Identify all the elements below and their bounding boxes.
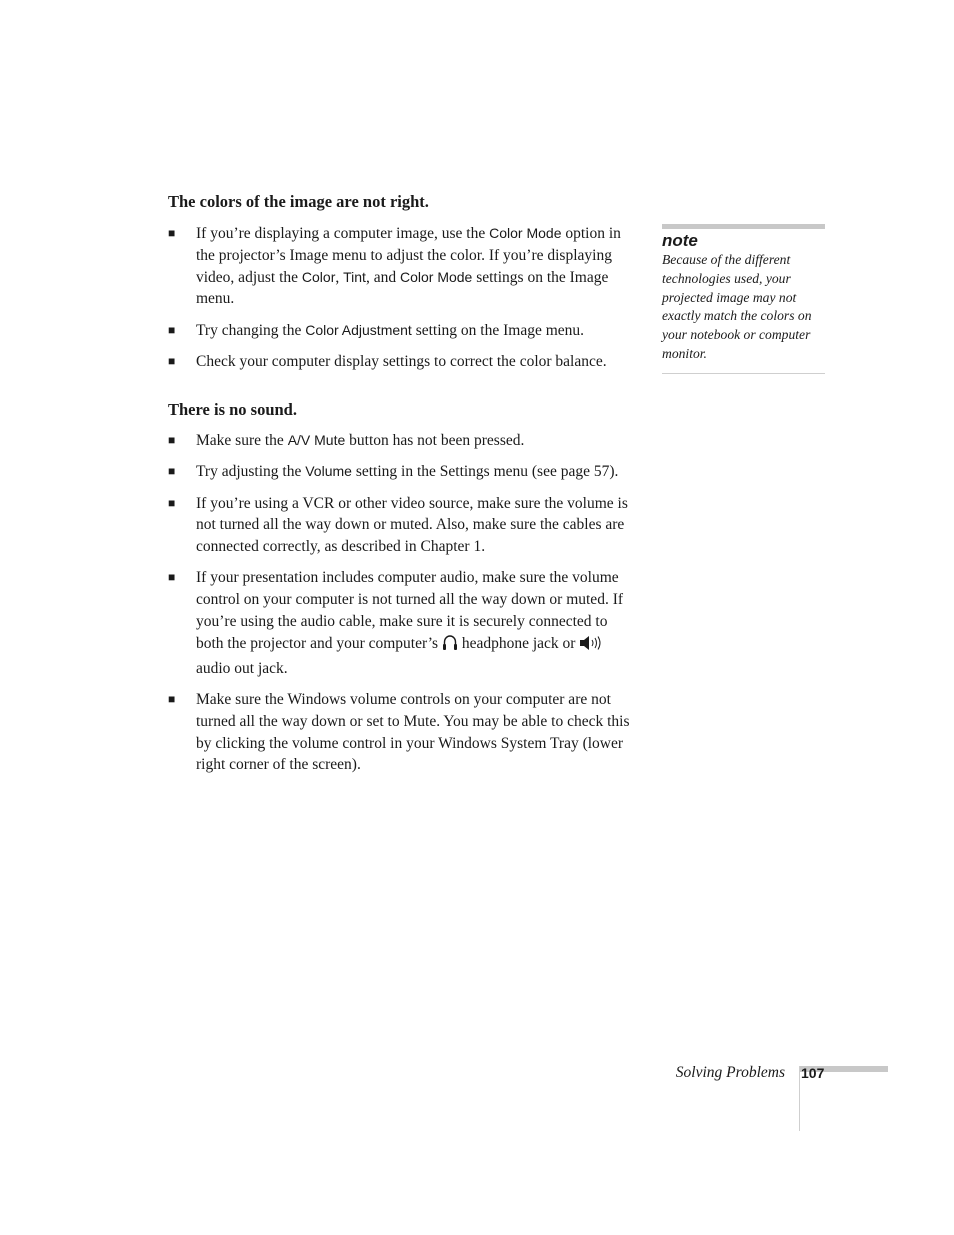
note-divider [662, 373, 825, 374]
list-item: ■ Check your computer display settings to correct the color balance. [168, 351, 638, 373]
section-heading-colors: The colors of the image are not right. [168, 192, 429, 211]
note-title: note [662, 231, 698, 250]
bullet-list-sound [168, 430, 638, 786]
list-item: ■ Try changing the Color Adjustment setting on the Image menu. [168, 320, 638, 342]
menu-term: A/V Mute [287, 432, 346, 448]
speaker-icon [579, 635, 603, 658]
bullet-square-icon: ■ [168, 464, 176, 479]
section-heading-sound: There is no sound. [168, 400, 297, 419]
menu-term: Color Adjustment [305, 321, 412, 338]
bullet-square-icon: ■ [168, 495, 176, 510]
headphone-icon [442, 633, 458, 658]
footer-section-label: Solving Problems [675, 1064, 785, 1081]
bullet-square-icon: ■ [168, 691, 176, 706]
note-top-bar [662, 224, 825, 229]
list-item: ■ Make sure the A/V Mute button has not been pressed. [168, 430, 638, 452]
list-item: ■ If you’re displaying a computer image, use the Color Mode option in the projector’s Image menu to adjust the color. If you’re displaying video, adjust the Color, Tint, and Color Mode settings on the Image menu. [168, 225, 621, 308]
note-body: Because of the different technologies used, your projected image may not exactly match the colors on your notebook or computer monitor. [662, 252, 812, 361]
menu-term: Tint [343, 268, 366, 285]
menu-term: Color Mode [399, 268, 473, 285]
page-number: 107 [801, 1065, 825, 1081]
menu-term: Color Mode [489, 225, 562, 241]
menu-term: Volume [305, 463, 352, 480]
bullet-square-icon: ■ [168, 433, 176, 447]
footer-divider [799, 1066, 800, 1131]
bullet-square-icon: ■ [168, 353, 176, 368]
bullet-square-icon: ■ [168, 226, 176, 240]
list-item: ■ Make sure the Windows volume controls on your computer are not turned all the way down or set to Mute. You may be able to check this by clicking the volume control in your Windows System Tray (lower right corner of the screen). [168, 690, 630, 774]
bullet-square-icon: ■ [168, 570, 176, 585]
bullet-square-icon: ■ [168, 322, 176, 337]
list-item: ■ If your presentation includes computer audio, make sure the volume control on your computer is not turned all the way down or muted. If you’re using the audio cable, make sure it is securely connected to both the projector and your computer’s headphone jack or audio out jack. [168, 569, 624, 677]
menu-term: Color [301, 268, 336, 285]
list-item: ■ If you’re using a VCR or other video source, make sure the volume is not turned all the way down or muted. Also, make sure the cables are connected correctly, as described in Chapter 1. [168, 494, 628, 556]
bullet-list-colors [168, 223, 638, 382]
list-item: ■ Try adjusting the Volume setting in the Settings menu (see page 57). [168, 461, 638, 483]
